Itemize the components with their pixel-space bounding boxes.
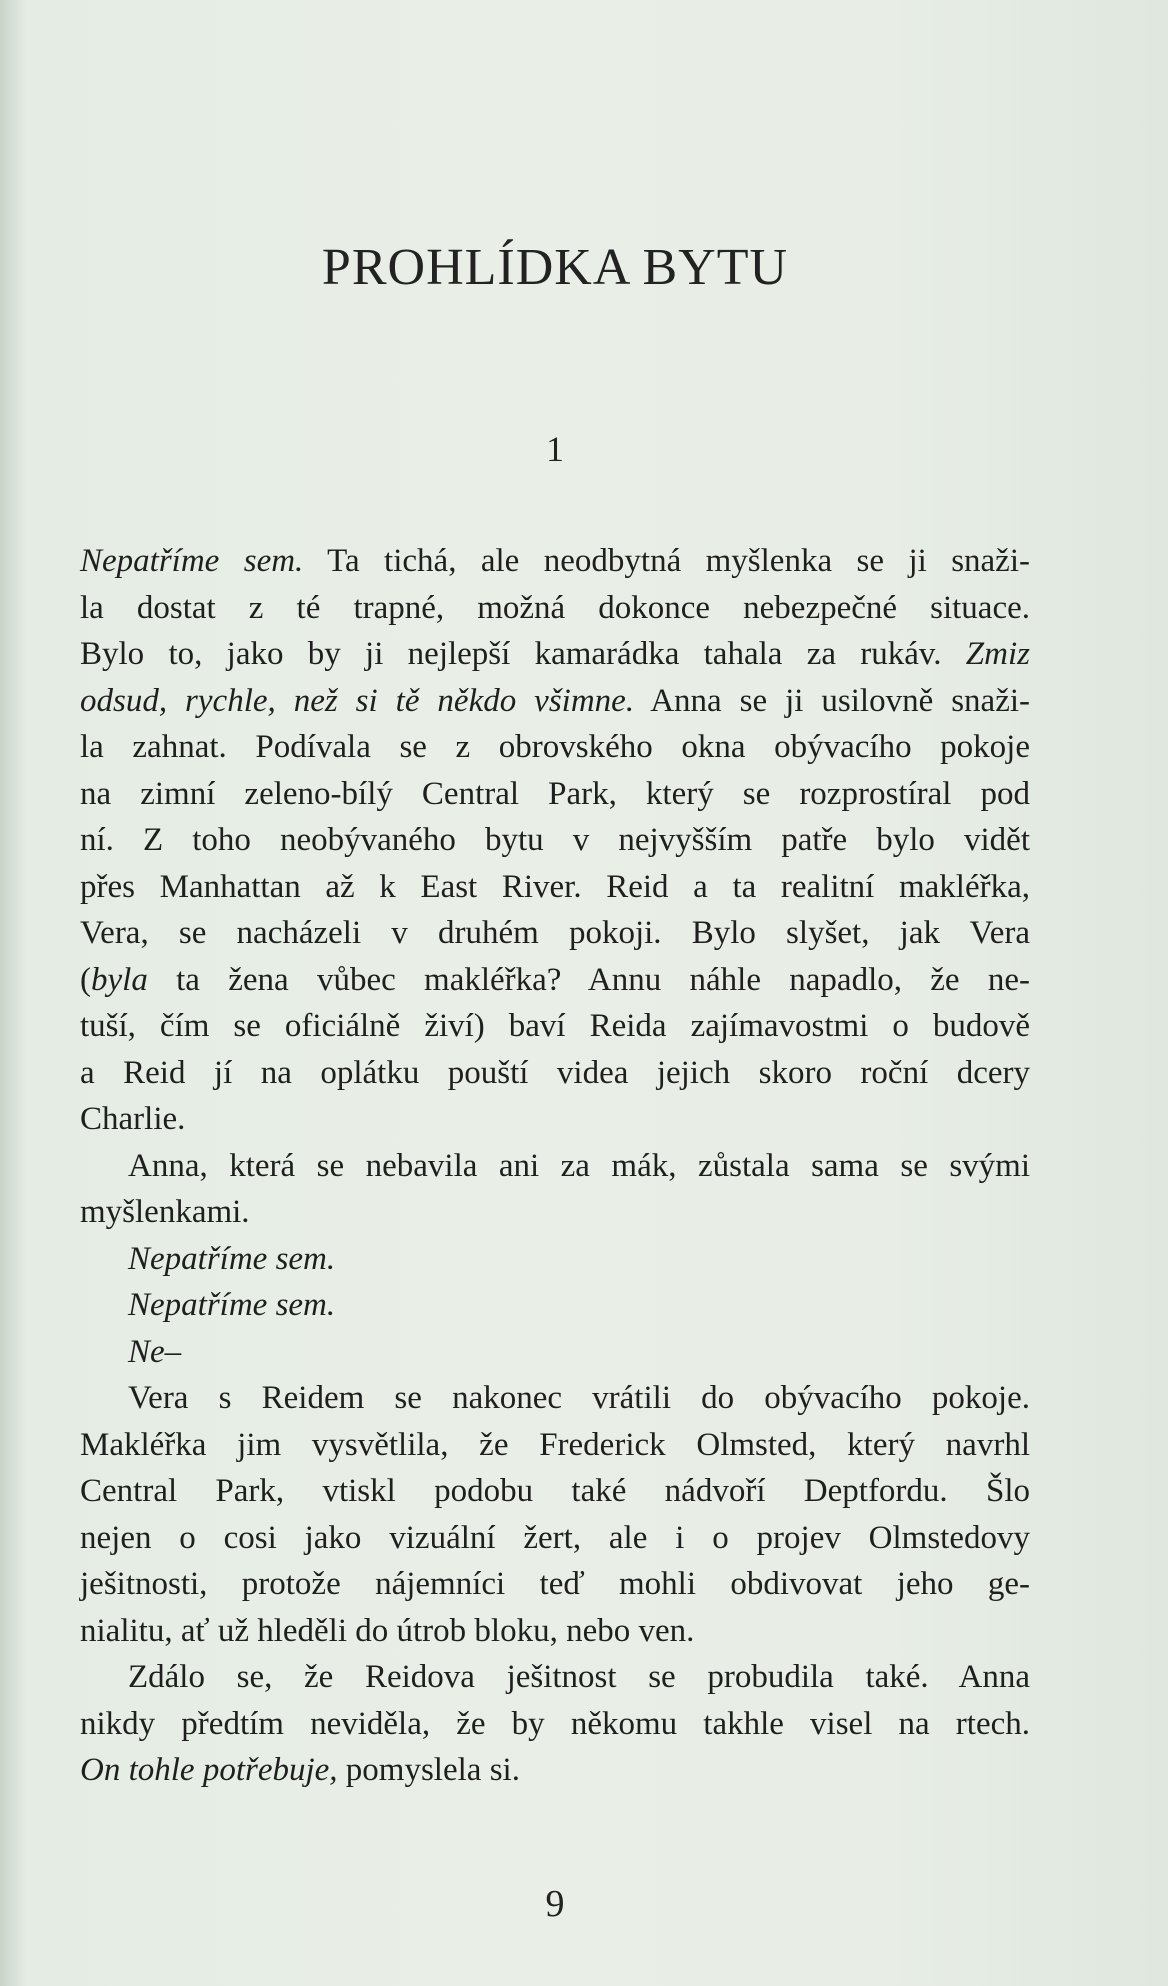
italic-text: Nepatříme sem. bbox=[128, 1240, 336, 1277]
text-line bbox=[80, 771, 1030, 818]
text-run: Anna, která se nebavila ani za mák, zůstala sama se svými bbox=[128, 1147, 1030, 1184]
text-run: Bylo to, jako by ji nejlepší kamarádka tahala za rukáv. bbox=[80, 636, 966, 672]
text-line bbox=[80, 1236, 1030, 1283]
text-run: a Reid jí na oplátku pouští videa jejich skoro roční dcery bbox=[80, 1054, 1030, 1091]
text-run: la zahnat. Podívala se z obrovského okna obývacího pokoje bbox=[80, 729, 1030, 765]
text-run: Charlie. bbox=[80, 1101, 186, 1137]
text-line bbox=[80, 724, 1030, 771]
text-run: Ta tichá, ale neodbytná myšlenka se ji snaži- bbox=[303, 543, 1030, 579]
page-number: 9 bbox=[545, 1883, 565, 1925]
text-line bbox=[80, 1329, 1030, 1376]
text-line bbox=[80, 1654, 1030, 1701]
text-line bbox=[80, 585, 1030, 632]
text-line bbox=[80, 538, 1030, 585]
italic-text: Nepatříme sem. bbox=[128, 1287, 336, 1323]
text-run: nikdy předtím neviděla, že by někomu takhle visel na rtech. bbox=[80, 1705, 1030, 1742]
section-number: 1 bbox=[546, 429, 564, 469]
italic-text: byla bbox=[91, 961, 148, 998]
text-run: nejen o cosi jako vizuální žert, ale i o projev Olmstedovy bbox=[80, 1519, 1030, 1556]
text-line bbox=[80, 1701, 1030, 1748]
text-line bbox=[80, 1608, 1030, 1655]
italic-text: Ne– bbox=[128, 1333, 182, 1370]
italic-text: Zmiz bbox=[965, 636, 1030, 672]
text-run: ní. Z toho neobývaného bytu v nejvyšším patře bylo vidět bbox=[80, 822, 1030, 858]
text-run: ješitnosti, protože nájemníci teď mohli obdivovat jeho ge- bbox=[80, 1566, 1030, 1602]
text-line bbox=[80, 1003, 1030, 1050]
text-run: přes Manhattan až k East River. Reid a ta realitní makléřka, bbox=[80, 868, 1030, 905]
text-line bbox=[80, 1468, 1030, 1515]
text-line bbox=[80, 864, 1030, 911]
text-line bbox=[80, 1747, 1030, 1794]
text-run: ( bbox=[80, 961, 91, 998]
text-line bbox=[80, 1422, 1030, 1469]
text-line bbox=[80, 1375, 1030, 1422]
text-run: Makléřka jim vysvětlila, že Frederick Olmsted, který navrhl bbox=[80, 1426, 1030, 1463]
text-line bbox=[80, 1282, 1030, 1329]
text-line bbox=[80, 1515, 1030, 1562]
text-run: pomyslela si. bbox=[337, 1752, 520, 1788]
text-line bbox=[80, 678, 1030, 725]
body-text bbox=[80, 538, 1030, 1794]
italic-text: Nepatříme sem. bbox=[80, 543, 304, 579]
page-gutter-shadow bbox=[0, 0, 26, 1986]
italic-text: odsud, rychle, než si tě někdo všimne. bbox=[80, 682, 635, 719]
text-line bbox=[80, 1143, 1030, 1190]
text-run: ta žena vůbec makléřka? Annu náhle napadlo, že ne- bbox=[147, 961, 1030, 998]
text-line bbox=[80, 910, 1030, 957]
text-run: Zdálo se, že Reidova ješitnost se probudila také. Anna bbox=[128, 1659, 1030, 1695]
text-line bbox=[80, 1189, 1030, 1236]
text-line bbox=[80, 1096, 1030, 1143]
text-run: Vera s Reidem se nakonec vrátili do obývacího pokoje. bbox=[128, 1380, 1030, 1416]
text-run: Central Park, vtiskl podobu také nádvoří Deptfordu. Šlo bbox=[80, 1473, 1030, 1509]
text-line bbox=[80, 1561, 1030, 1608]
text-run: Vera, se nacházeli v druhém pokoji. Bylo slyšet, jak Vera bbox=[80, 915, 1030, 951]
text-line bbox=[80, 957, 1030, 1004]
text-run: Anna se ji usilovně snaži- bbox=[634, 682, 1030, 719]
italic-text: On tohle potřebuje, bbox=[80, 1752, 338, 1788]
text-run: myšlenkami. bbox=[80, 1194, 250, 1230]
text-line bbox=[80, 1050, 1030, 1097]
text-line bbox=[80, 631, 1030, 678]
text-run: la dostat z té trapné, možná dokonce nebezpečné situace. bbox=[80, 589, 1030, 626]
text-run: tuší, čím se oficiálně živí) baví Reida zajímavostmi o budově bbox=[80, 1008, 1030, 1044]
text-run: nialitu, ať už hleděli do útrob bloku, nebo ven. bbox=[80, 1612, 695, 1649]
text-line bbox=[80, 817, 1030, 864]
chapter-title: PROHLÍDKA BYTU bbox=[321, 239, 789, 296]
text-run: na zimní zeleno-bílý Central Park, který se rozprostíral pod bbox=[80, 775, 1030, 812]
